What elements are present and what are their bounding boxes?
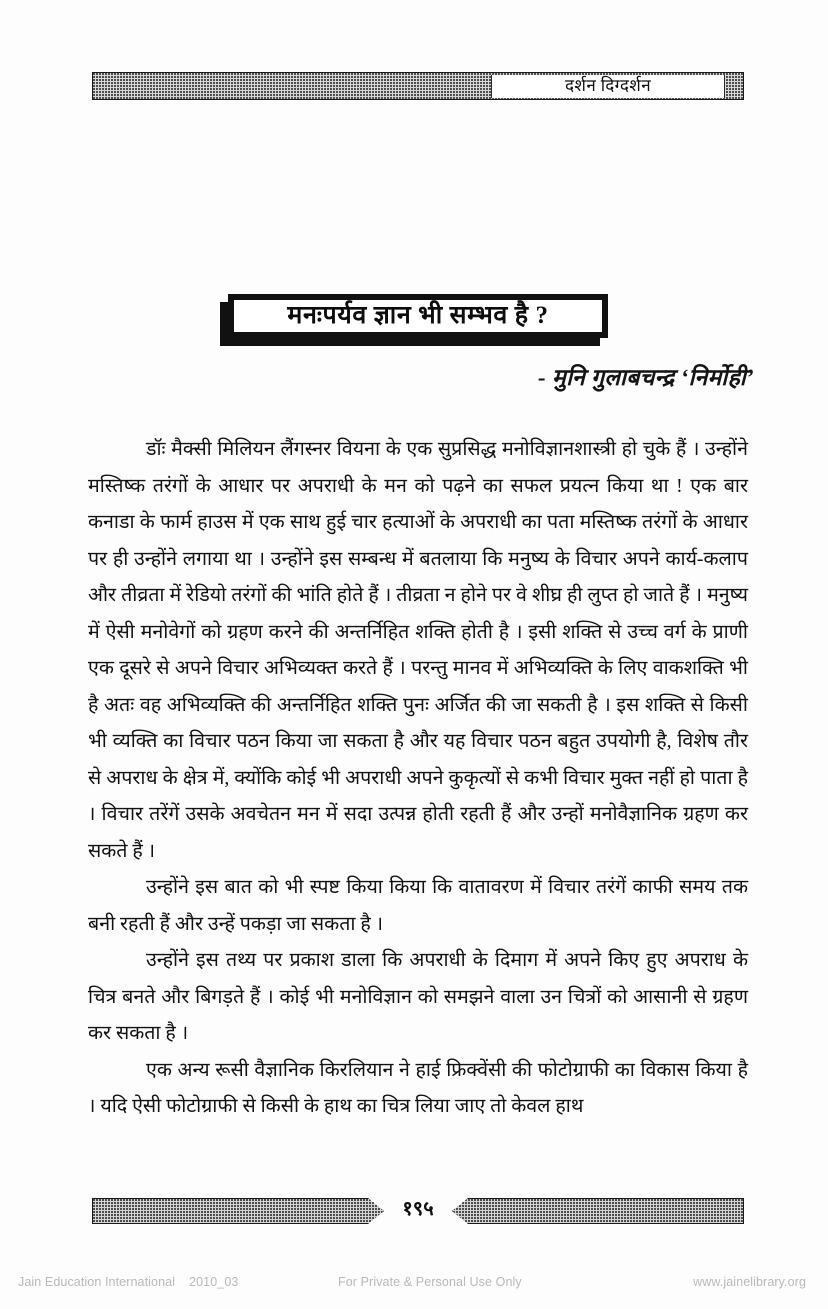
- paragraph: उन्होंने इस बात को भी स्पष्ट किया किया कि वातावरण में विचार तरंगें काफी समय तक बनी रहती हैं और उन्हें पकड़ा जा सकता है ।: [88, 877, 748, 935]
- paragraph: एक अन्य रूसी वैज्ञानिक किरलियान ने हाई फ्रिक्वेंसी की फोटोग्राफी का विकास किया है । यदि ऐसी फोटोग्राफी से किसी के हाथ का चित्र लिया जाए तो केवल हाथ: [88, 1059, 748, 1117]
- title-box-inner-rule: [233, 299, 603, 333]
- scan-usage-notice: For Private & Personal Use Only: [338, 1275, 522, 1289]
- scan-organization: Jain Education International: [18, 1275, 176, 1289]
- article-byline: - मुनि गुलाबचन्द्र ‘निर्मोही’: [538, 365, 754, 390]
- paragraph: डॉः मैक्सी मिलियन लैंगस्नर वियना के एक सुप्रसिद्ध मनोविज्ञानशास्त्री हो चुके हैं । उन्होंने मस्तिष्क तरंगों के आधार पर अपराधी के मन को पढ़ने का सफल प्रयत्न किया था ! एक बार कनाडा के फार्म हाउस में एक साथ हुई चार हत्याओं के अपराधी का पता मस्तिष्क तरंगों के आधार पर ही उन्होंने लगाया था । उन्होंने इस सम्बन्ध में बतलाया कि मनुष्य के विचार अपने कार्य-कलाप और तीव्रता में रेडियो तरंगों की भांति होते हैं । तीव्रता न होने पर वे शीघ्र ही लुप्त हो जाते हैं । मनुष्य में ऐसी मनोवेगों को ग्रहण करने की अन्तर्निहित शक्ति होती है । इसी शक्ति से उच्च वर्ग के प्राणी एक दूसरे से अपने विचार अभिव्यक्त करते हैं । परन्तु मानव में अभिव्यक्ति के लिए वाकशक्ति भी है अतः वह अभिव्यक्ति की अन्तर्निहित शक्ति पुनः अर्जित की जा सकती है । इस शक्ति से किसी भी व्यक्ति का विचार पठन किया जा सकता है और यह विचार पठन बहुत उपयोगी है, विशेष तौर से अपराध के क्षेत्र में, क्योंकि कोई भी अपराधी अपने कुकृत्यों से कभी विचार मुक्त नहीं हो पाता है । विचार तरेंगें उसके अवचेतन मन में सदा उत्पन्न होती रहती हैं और उन्हों मनोवैज्ञानिक ग्रहण कर सकते हैं ।: [88, 439, 748, 862]
- page-number: १९५: [402, 1198, 434, 1220]
- scan-credit-left: [18, 1275, 238, 1289]
- scan-credit-line: [0, 1271, 828, 1293]
- title-box: [228, 294, 608, 338]
- article-title: मनःपर्यव ज्ञान भी सम्भव है ?: [287, 301, 549, 329]
- article-body: [88, 432, 748, 1126]
- running-title: दर्शन दिग्दर्शन: [564, 75, 652, 95]
- page-footer-band: [92, 1196, 744, 1226]
- footer-ornament-right: [452, 1198, 744, 1224]
- article-title-container: [228, 294, 608, 338]
- scan-website: www.jainelibrary.org: [693, 1275, 806, 1289]
- paragraph: उन्होंने इस तथ्य पर प्रकाश डाला कि अपराधी के दिमाग में अपने किए हुए अपराध के चित्र बनते और बिगड़ते हैं । कोई भी मनोविज्ञान को समझने वाला उन चित्रों को आसानी से ग्रहण कर सकता है ।: [88, 950, 748, 1044]
- footer-ornament-left: [92, 1198, 384, 1224]
- page-header-band: [92, 72, 744, 100]
- scan-id: 2010_03: [189, 1275, 239, 1289]
- running-title-box: [491, 75, 725, 98]
